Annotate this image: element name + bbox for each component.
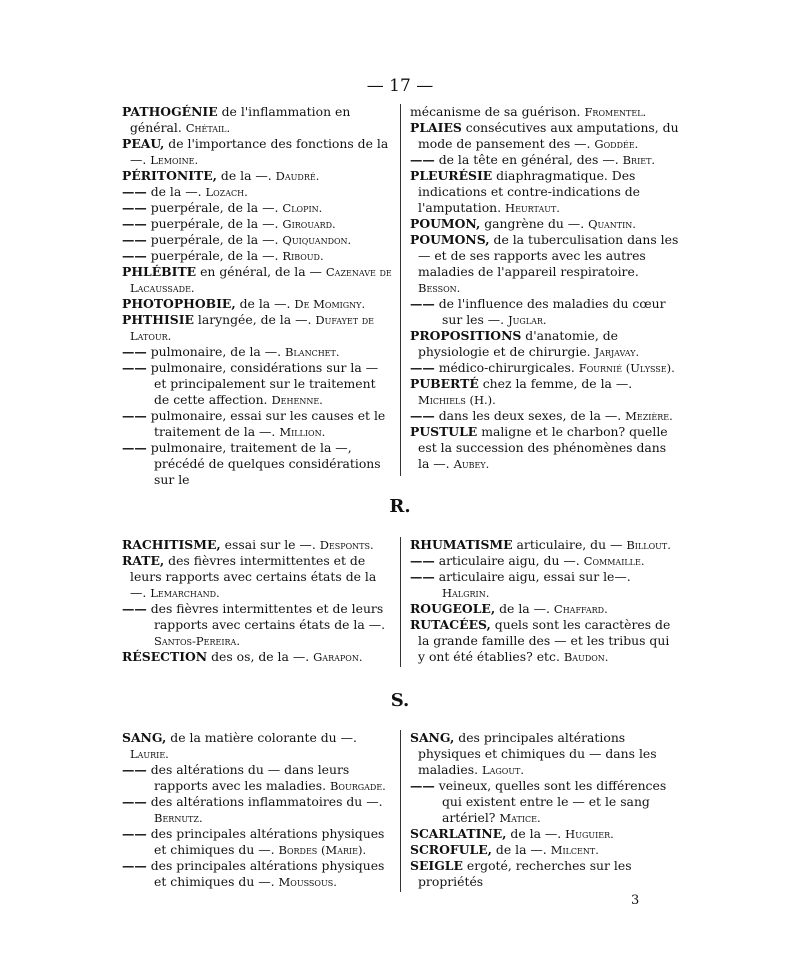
- entry-author: Lemarchand.: [150, 586, 220, 600]
- index-entry: [122, 264, 394, 296]
- entry-author: Mezière.: [625, 409, 673, 423]
- entry-text: de la —.: [491, 842, 551, 857]
- entry-author: Baudon.: [563, 650, 609, 664]
- entry-author: Milcent.: [550, 843, 599, 857]
- index-entry: [410, 216, 680, 232]
- entry-text: en général, de la —: [196, 264, 326, 279]
- index-entry: [122, 232, 394, 248]
- entry-text: quels sont les caractères de la grande famille des — et les tribus qui y ont été établies? etc.: [418, 617, 671, 664]
- entry-author: Besson.: [418, 281, 461, 295]
- entry-text: pulmonaire, traitement de la —, précédé de quelques considérations sur le: [146, 440, 381, 487]
- entry-text: consécutives aux amputations, du mode de pansement des —.: [418, 120, 679, 151]
- index-entry: [410, 152, 680, 168]
- entry-author: Chaffard.: [553, 602, 608, 616]
- index-entry: [410, 553, 680, 569]
- index-entry: [410, 778, 680, 826]
- entry-text: de la —.: [506, 826, 566, 841]
- entry-headword: ——: [122, 601, 147, 616]
- entry-headword: ——: [122, 794, 147, 809]
- entry-headword: POUMON,: [410, 216, 481, 231]
- entry-text: médico-chirurgicales.: [434, 360, 579, 375]
- entry-text: des principales altérations physiques et chimiques du —.: [146, 826, 385, 857]
- entry-headword: PLAIES: [410, 120, 462, 135]
- entry-author: Million.: [279, 425, 326, 439]
- index-entry: [122, 184, 394, 200]
- section-r-left-column: [122, 537, 394, 665]
- entry-headword: PÉRITONITE,: [122, 168, 217, 183]
- index-entry: [410, 408, 680, 424]
- index-entry: [122, 248, 394, 264]
- entry-author: Bourgade.: [329, 779, 386, 793]
- entry-text: des altérations inflammatoires du —.: [146, 794, 383, 809]
- index-entry: [122, 104, 394, 136]
- index-entry: [122, 649, 394, 665]
- index-entry: [410, 842, 680, 858]
- index-entry: [122, 826, 394, 858]
- entry-headword: ——: [410, 296, 435, 311]
- entry-headword: ——: [122, 360, 147, 375]
- index-entry: [410, 858, 680, 890]
- entry-author: Cazenave de Lacaussade.: [130, 265, 392, 295]
- index-entry: [122, 601, 394, 649]
- entry-text: de la —.: [495, 601, 554, 616]
- entry-headword: ——: [122, 216, 147, 231]
- index-entry: [122, 296, 394, 312]
- column-divider: [400, 104, 401, 476]
- entry-text: gangrène du —.: [480, 216, 589, 231]
- entry-author: Bordes (Marie).: [278, 843, 367, 857]
- section-p-left-column: [122, 104, 394, 488]
- entry-headword: PROPOSITIONS: [410, 328, 522, 343]
- entry-headword: ——: [410, 553, 435, 568]
- section-letter-r: R.: [389, 496, 411, 517]
- entry-text: des fièvres intermittentes et de leurs rapports avec certains états de la —.: [130, 553, 377, 600]
- section-r-right-column: [410, 537, 680, 665]
- index-entry: [410, 232, 680, 296]
- entry-text: de la —.: [216, 168, 276, 183]
- entry-headword: SCARLATINE,: [410, 826, 507, 841]
- entry-author: Halgrin.: [442, 586, 490, 600]
- entry-author: Girouard.: [282, 217, 336, 231]
- page-number: — 17 —: [366, 76, 434, 96]
- entry-headword: ——: [122, 344, 147, 359]
- index-entry: [410, 376, 680, 408]
- entry-text: des os, de la —.: [207, 649, 314, 664]
- entry-text: des principales altérations physiques et chimiques du — dans les maladies.: [418, 730, 657, 777]
- entry-text: puerpérale, de la —.: [146, 200, 283, 215]
- index-entry: [122, 762, 394, 794]
- index-entry: [122, 200, 394, 216]
- index-entry: [410, 569, 680, 601]
- entry-headword: RACHITISME,: [122, 537, 221, 552]
- entry-headword: PATHOGÉNIE: [122, 104, 218, 119]
- entry-headword: ——: [410, 152, 435, 167]
- entry-text: pulmonaire, de la —.: [146, 344, 286, 359]
- entry-author: Goddée.: [594, 137, 639, 151]
- index-entry: [122, 216, 394, 232]
- entry-author: Quantin.: [588, 217, 636, 231]
- entry-text: puerpérale, de la —.: [146, 216, 283, 231]
- entry-text: diaphragmatique. Des indications et contre-indications de l'amputation.: [418, 168, 641, 215]
- entry-text: veineux, quelles sont les différences qui existent entre le — et le sang artériel?: [434, 778, 667, 825]
- entry-headword: ——: [122, 440, 147, 455]
- entry-author: Juglar.: [508, 313, 547, 327]
- index-entry: [122, 858, 394, 890]
- entry-author: Lagout.: [481, 763, 525, 777]
- entry-headword: ——: [122, 858, 147, 873]
- index-entry: [410, 617, 680, 665]
- entry-text: mécanisme de sa guérison.: [410, 104, 585, 119]
- index-entry: [122, 537, 394, 553]
- entry-author: Fromentel.: [584, 105, 647, 119]
- section-s-left-column: [122, 730, 394, 890]
- entry-headword: PLEURÉSIE: [410, 168, 493, 183]
- entry-text: de la tuberculisation dans les — et de ses rapports avec les autres maladies de l'appareil respiratoire.: [418, 232, 679, 279]
- index-entry: [410, 730, 680, 778]
- entry-text: de l'influence des maladies du cœur sur les —.: [434, 296, 666, 327]
- entry-headword: ——: [122, 762, 147, 777]
- entry-author: Fournié (Ulysse).: [578, 361, 675, 375]
- entry-headword: POUMONS,: [410, 232, 490, 247]
- entry-author: Chétail.: [185, 121, 231, 135]
- entry-headword: ——: [122, 232, 147, 247]
- entry-text: articulaire aigu, du —.: [434, 553, 584, 568]
- index-entry: [410, 104, 680, 120]
- index-entry: [410, 296, 680, 328]
- entry-author: Laurie.: [130, 747, 169, 761]
- entry-author: Heurtaut.: [505, 201, 560, 215]
- index-entry: [122, 553, 394, 601]
- entry-author: Clopin.: [282, 201, 323, 215]
- entry-text: des altérations du — dans leurs rapports avec les maladies.: [146, 762, 350, 793]
- entry-author: Moussous.: [278, 875, 337, 889]
- entry-headword: PEAU,: [122, 136, 165, 151]
- entry-text: de la tête en général, des —.: [434, 152, 623, 167]
- entry-text: puerpérale, de la —.: [146, 232, 283, 247]
- entry-author: Matice.: [499, 811, 541, 825]
- entry-author: Garapon.: [313, 650, 363, 664]
- section-s-right-column: [410, 730, 680, 890]
- section-p-right-column: [410, 104, 680, 472]
- index-entry: [410, 168, 680, 216]
- entry-author: Desponts.: [319, 538, 374, 552]
- entry-headword: SANG,: [410, 730, 455, 745]
- entry-author: Huguier.: [565, 827, 614, 841]
- signature-mark: 3: [631, 893, 640, 908]
- index-entry: [410, 826, 680, 842]
- entry-text: laryngée, de la —.: [193, 312, 316, 327]
- entry-author: Jarjavay.: [594, 345, 640, 359]
- entry-headword: RATE,: [122, 553, 165, 568]
- entry-text: des fièvres intermittentes et de leurs rapports avec certains états de la —.: [146, 601, 386, 632]
- entry-headword: ——: [122, 826, 147, 841]
- entry-author: Lozach.: [205, 185, 248, 199]
- index-entry: [410, 537, 680, 553]
- entry-author: Billout.: [626, 538, 671, 552]
- index-entry: [122, 168, 394, 184]
- entry-author: Dufayet de Latour.: [130, 313, 375, 343]
- entry-text: puerpérale, de la —.: [146, 248, 283, 263]
- entry-author: Bernutz.: [154, 811, 203, 825]
- entry-headword: ——: [122, 200, 147, 215]
- entry-text: articulaire aigu, essai sur le—.: [434, 569, 631, 584]
- index-entry: [122, 360, 394, 408]
- index-entry: [122, 794, 394, 826]
- entry-text: de la —.: [235, 296, 295, 311]
- entry-author: Michiels (H.).: [418, 393, 496, 407]
- index-entry: [410, 424, 680, 472]
- index-entry: [122, 408, 394, 440]
- entry-author: Quiquandon.: [282, 233, 352, 247]
- entry-author: Commaille.: [583, 554, 645, 568]
- entry-text: dans les deux sexes, de la —.: [434, 408, 626, 423]
- entry-text: de l'inflammation en général.: [130, 104, 351, 135]
- entry-author: Lemoine.: [150, 153, 199, 167]
- index-entry: [410, 360, 680, 376]
- entry-text: de la matière colorante du —.: [166, 730, 357, 745]
- index-entry: [122, 136, 394, 168]
- entry-headword: ——: [410, 778, 435, 793]
- entry-author: Blanchet.: [285, 345, 340, 359]
- entry-headword: RHUMATISME: [410, 537, 513, 552]
- entry-author: De Momigny.: [294, 297, 366, 311]
- entry-text: ergoté, recherches sur les propriétés: [418, 858, 632, 889]
- entry-author: Dehenne.: [271, 393, 323, 407]
- entry-author: Santos-Pereira.: [154, 634, 240, 648]
- entry-text: pulmonaire, considérations sur la — et principalement sur le traitement de cette affection.: [146, 360, 379, 407]
- index-entry: [122, 440, 394, 488]
- entry-headword: PHTHISIE: [122, 312, 194, 327]
- entry-text: maligne et le charbon? quelle est la succession des phénomènes dans la —.: [418, 424, 668, 471]
- index-entry: [410, 601, 680, 617]
- entry-headword: RÉSECTION: [122, 649, 208, 664]
- entry-author: Daudré.: [275, 169, 320, 183]
- entry-headword: ——: [410, 360, 435, 375]
- index-entry: [122, 312, 394, 344]
- entry-text: chez la femme, de la —.: [478, 376, 633, 391]
- entry-headword: RUTACÉES,: [410, 617, 491, 632]
- entry-text: de l'importance des fonctions de la —.: [130, 136, 389, 167]
- index-entry: [410, 328, 680, 360]
- entry-text: articulaire, du —: [512, 537, 627, 552]
- column-divider: [400, 730, 401, 892]
- entry-headword: ——: [122, 184, 147, 199]
- column-divider: [400, 537, 401, 667]
- entry-text: des principales altérations physiques et chimiques du —.: [146, 858, 385, 889]
- entry-headword: ——: [122, 408, 147, 423]
- entry-headword: SANG,: [122, 730, 167, 745]
- index-entry: [410, 120, 680, 152]
- entry-headword: SEIGLE: [410, 858, 463, 873]
- entry-headword: PHOTOPHOBIE,: [122, 296, 236, 311]
- entry-headword: PUBERTÉ: [410, 376, 479, 391]
- section-letter-s: S.: [390, 690, 410, 711]
- index-entry: [122, 730, 394, 762]
- index-entry: [122, 344, 394, 360]
- entry-author: Briet.: [622, 153, 656, 167]
- entry-headword: PHLÉBITE: [122, 264, 197, 279]
- entry-text: pulmonaire, essai sur les causes et le traitement de la —.: [146, 408, 386, 439]
- entry-headword: ——: [122, 248, 147, 263]
- entry-headword: PUSTULE: [410, 424, 478, 439]
- entry-headword: ROUGEOLE,: [410, 601, 496, 616]
- entry-author: Aubey.: [453, 457, 490, 471]
- entry-text: d'anatomie, de physiologie et de chirurgie.: [418, 328, 619, 359]
- entry-headword: SCROFULE,: [410, 842, 492, 857]
- entry-headword: ——: [410, 408, 435, 423]
- entry-text: essai sur le —.: [220, 537, 320, 552]
- entry-text: de la —.: [146, 184, 206, 199]
- entry-headword: ——: [410, 569, 435, 584]
- entry-author: Riboud.: [282, 249, 324, 263]
